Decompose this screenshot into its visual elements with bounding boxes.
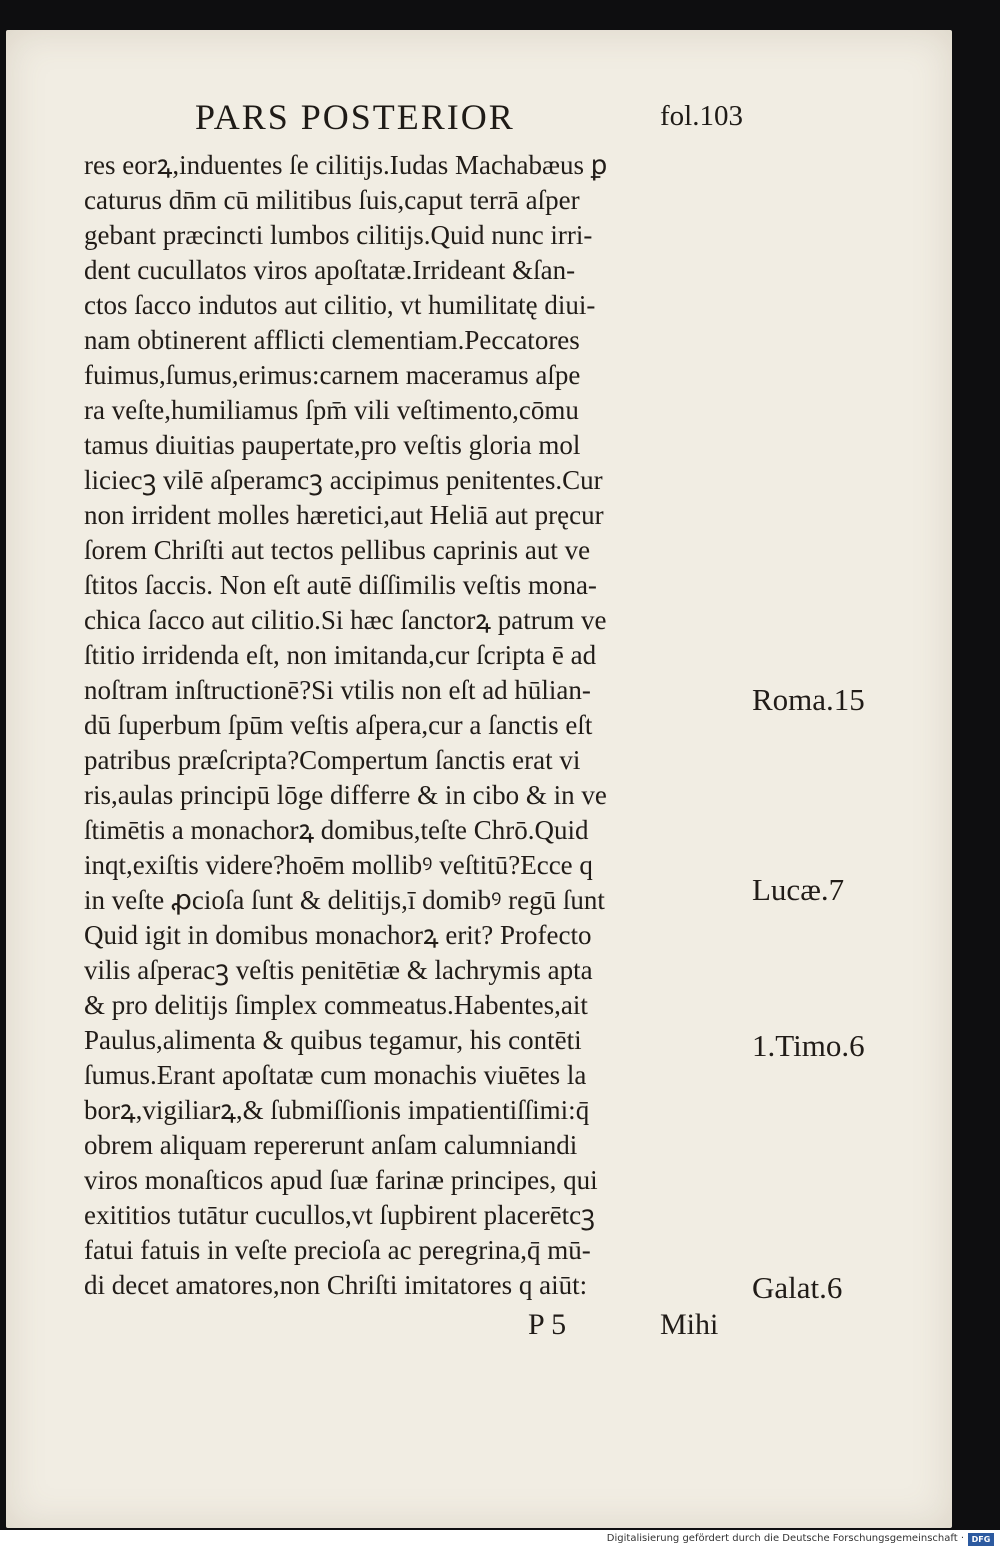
text-line: inqt,exiſtis videre?hoēm mollibꝰ veſtitū?Ecce q (84, 850, 593, 880)
marginal-note: 1.Timo.6 (752, 1028, 865, 1063)
text-line: di decet amatores,non Chriſti imitatores q aiūt: (84, 1270, 588, 1300)
footer-bar (0, 1530, 1000, 1550)
text-line: ſumus.Erant apoſtatæ cum monachis viuētes la (84, 1060, 587, 1090)
text-line: ſorem Chriſti aut tectos pellibus caprinis aut ve (84, 535, 591, 565)
text-line: vilis aſperacꝫ veſtis penitētiæ & lachrymis apta (84, 955, 593, 985)
text-line: obrem aliquam repererunt anſam calumniandi (84, 1130, 578, 1160)
main-text-block (84, 148, 744, 1303)
text-line: ra veſte,humiliamus ſpm̄ vili veſtimento,cōmu (84, 395, 579, 425)
marginal-note: Galat.6 (752, 1270, 843, 1305)
running-head: PARS POSTERIOR (195, 97, 515, 137)
folio-number: fol.103 (660, 100, 743, 132)
marginal-note: Lucæ.7 (752, 872, 845, 907)
text-line: ſtitio irridenda eſt, non imitanda,cur ſcripta ē ad (84, 640, 597, 670)
text-line: & pro delitijs ſimplex commeatus.Habentes,ait (84, 990, 588, 1020)
text-line: borꝝ,vigiliarꝝ,& ſubmiſſionis impatientiſſimi:q̄ (84, 1095, 590, 1125)
signature-mark: P 5 (528, 1308, 567, 1341)
catchword: Mihi (660, 1308, 719, 1341)
text-line: tamus diuitias paupertate,pro veſtis gloria mol (84, 430, 581, 460)
text-line: non irrident molles hæretici,aut Heliā aut pręcur (84, 500, 604, 530)
marginal-note: Roma.15 (752, 682, 865, 717)
text-line: chica ſacco aut cilitio.Si hæc ſanctorꝝ patrum ve (84, 605, 607, 635)
text-line: fuimus,ſumus,erimus:carnem maceramus aſpe (84, 360, 581, 390)
text-line: ſtitos ſaccis. Non eſt autē diſſimilis veſtis mona- (84, 570, 597, 600)
text-line: res eorꝝ,induentes ſe cilitijs.Iudas Machabæus ꝑ (84, 150, 608, 180)
text-line: gebant præcincti lumbos cilitijs.Quid nunc irri- (84, 220, 593, 250)
text-line: nam obtinerent afflicti clementiam.Peccatores (84, 325, 580, 355)
text-line: noſtram inſtructionē?Si vtilis non eſt ad hūlian- (84, 675, 591, 705)
dfg-logo: DFG (968, 1533, 994, 1546)
funding-credit: Digitalisierung gefördert durch die Deutsche Forschungsgemeinschaft · (606, 1533, 964, 1544)
text-line: exititios tutātur cucullos,vt ſupbirent placerētcꝫ (84, 1200, 595, 1230)
text-line: ſtimētis a monachorꝝ domibus,teſte Chrō.Quid (84, 815, 589, 845)
text-line: viros monaſticos apud ſuæ farinæ principes, qui (84, 1165, 598, 1195)
text-line: ris,aulas principū lōge differre & in cibo & in ve (84, 780, 607, 810)
text-line: ctos ſacco indutos aut cilitio, vt humilitatę diui- (84, 290, 596, 320)
text-line: dent cucullatos viros apoſtatæ.Irrideant &ſan- (84, 255, 576, 285)
text-line: patribus præſcripta?Compertum ſanctis erat vi (84, 745, 581, 775)
text-line: caturus dn̄m cū militibus ſuis,caput terrā aſper (84, 185, 580, 215)
text-line: Paulus,alimenta & quibus tegamur, his contēti (84, 1025, 582, 1055)
text-line: fatui fatuis in veſte precioſa ac peregrina,q̄ mū- (84, 1235, 591, 1265)
text-line: liciecꝫ vilē aſperamcꝫ accipimus penitentes.Cur (84, 465, 603, 495)
text-line: Quid igit in domibus monachorꝝ erit? Profecto (84, 920, 592, 950)
text-line: dū ſuperbum ſpūm veſtis aſpera,cur a ſanctis eſt (84, 710, 593, 740)
text-line: in veſte ꝓcioſa ſunt & delitijs,ī domibꝰ regū ſunt (84, 885, 605, 915)
